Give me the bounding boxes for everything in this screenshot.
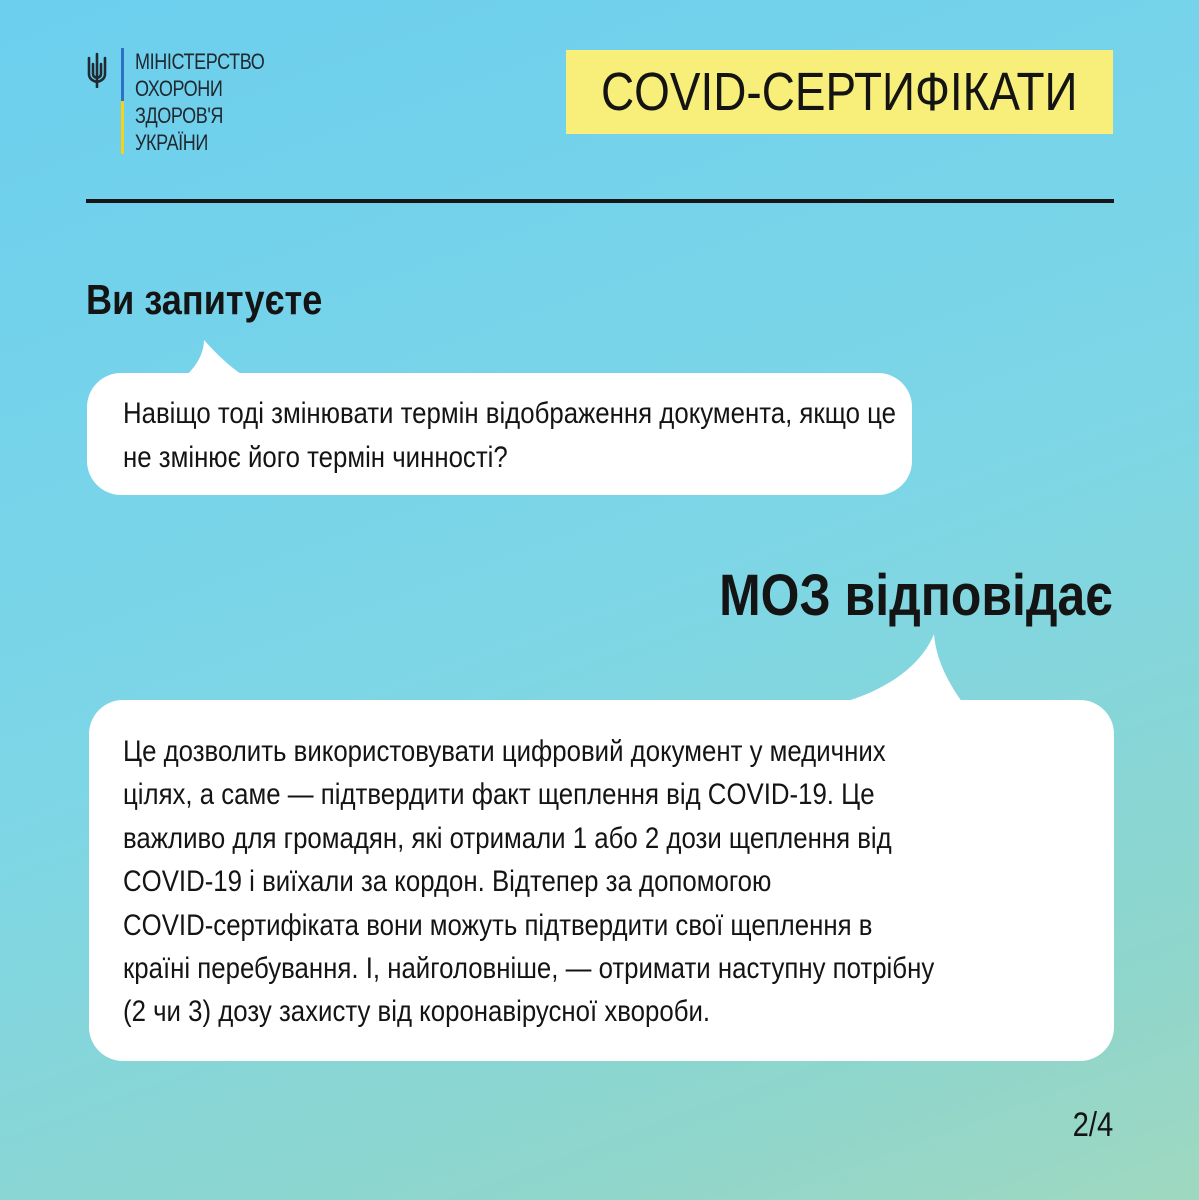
answer-line: (2 чи 3) дозу захисту від коронавірусної хвороби.: [123, 995, 711, 1029]
flag-divider: [121, 48, 124, 154]
answer-text: [123, 730, 1103, 1034]
ministry-line: МІНІСТЕРСТВО: [135, 49, 265, 74]
page-indicator: 2/4: [1072, 1106, 1113, 1144]
question-heading: Ви запитуєте: [86, 276, 323, 323]
answer-line: COVID-19 і виїхали за кордон. Відтепер за допомогою: [123, 865, 772, 899]
answer-line: країні перебування. І, найголовніше, — отримати наступну потрібну: [123, 952, 935, 986]
header-rule: [86, 199, 1114, 203]
answer-line: важливо для громадян, які отримали 1 або 2 дози щеплення від: [123, 821, 892, 855]
answer-line: COVID-сертифіката вони можуть підтвердити свої щеплення в: [123, 908, 873, 942]
topic-label: COVID-СЕРТИФІКАТИ: [601, 62, 1078, 122]
ministry-line: ОХОРОНИ: [135, 76, 223, 101]
ministry-name: [135, 48, 264, 156]
ministry-line: УКРАЇНИ: [135, 130, 208, 155]
question-text: Навіщо тоді змінювати термін відображення документа, якщо це не змінює його термін чинності?: [123, 397, 896, 474]
answer-line: цілях, а саме — підтвердити факт щеплення від COVID-19. Це: [123, 778, 875, 812]
topic-banner: [566, 50, 1113, 134]
answer-heading: МОЗ відповідає: [719, 563, 1113, 628]
answer-line: Це дозволить використовувати цифровий документ у медичних: [123, 735, 886, 768]
answer-bubble-tail: [830, 634, 965, 706]
trident-icon: [85, 52, 109, 88]
ministry-line: ЗДОРОВ'Я: [135, 103, 224, 128]
